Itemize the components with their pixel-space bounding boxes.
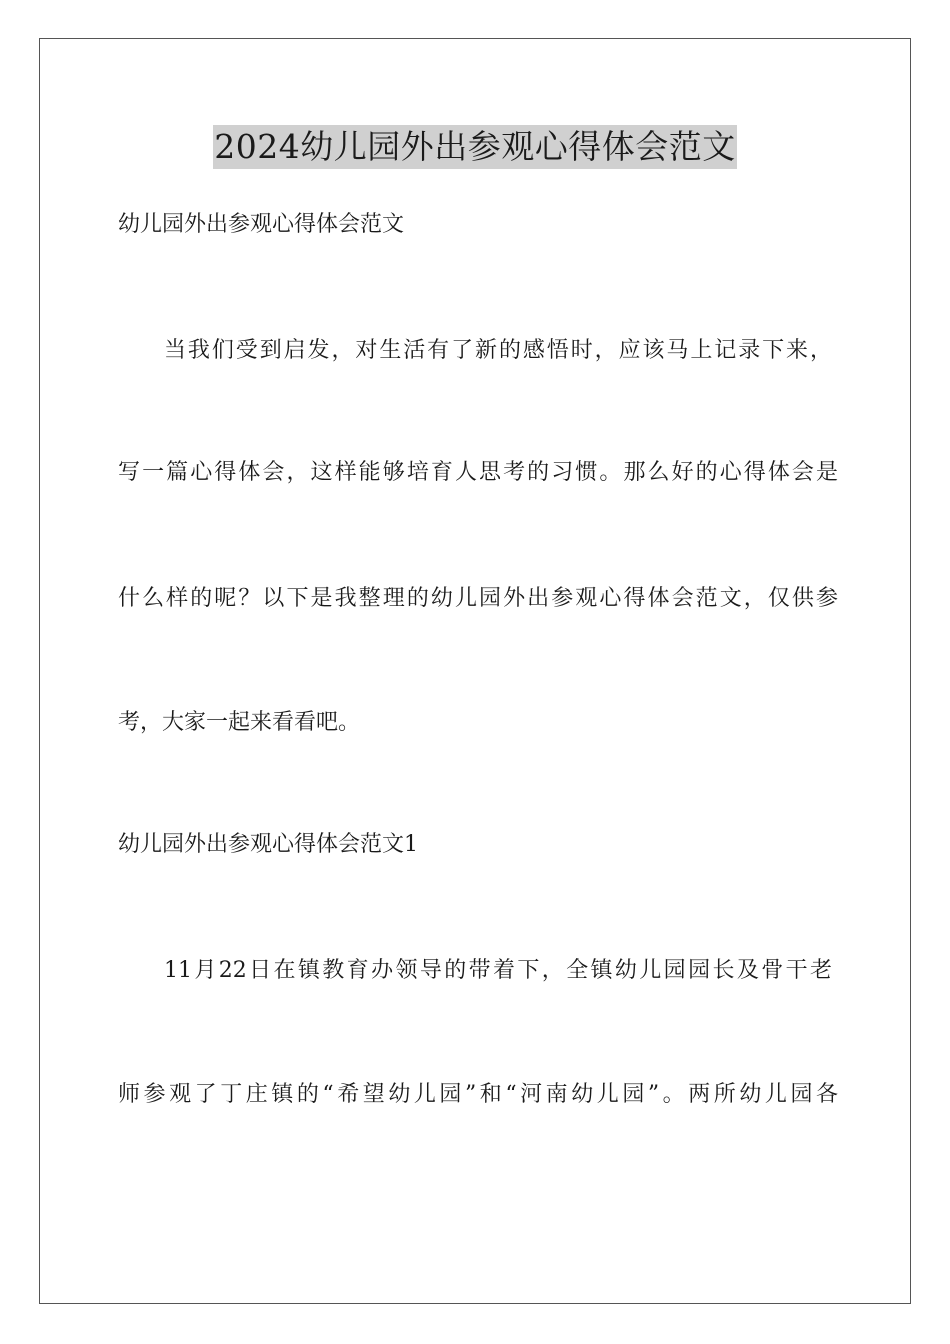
paragraph-line: 师参观了丁庄镇的“希望幼儿园”和“河南幼儿园”。两所幼儿园各	[118, 1082, 838, 1107]
document-title: 2024幼儿园外出参观心得体会范文	[213, 125, 736, 169]
paragraph-line: 当我们受到启发，对生活有了新的感悟时，应该马上记录下来，	[164, 338, 832, 363]
paragraph-line: 什么样的呢？以下是我整理的幼儿园外出参观心得体会范文，仅供参	[118, 586, 838, 611]
title-container	[0, 125, 950, 169]
paragraph-line: 写一篇心得体会，这样能够培育人思考的习惯。那么好的心得体会是	[118, 460, 838, 485]
paragraph-line: 11月22日在镇教育办领导的带着下，全镇幼儿园园长及骨干老	[164, 958, 832, 983]
document-subtitle: 幼儿园外出参观心得体会范文	[118, 212, 405, 237]
section-heading: 幼儿园外出参观心得体会范文1	[118, 832, 418, 857]
paragraph-line: 考，大家一起来看看吧。	[118, 710, 361, 735]
